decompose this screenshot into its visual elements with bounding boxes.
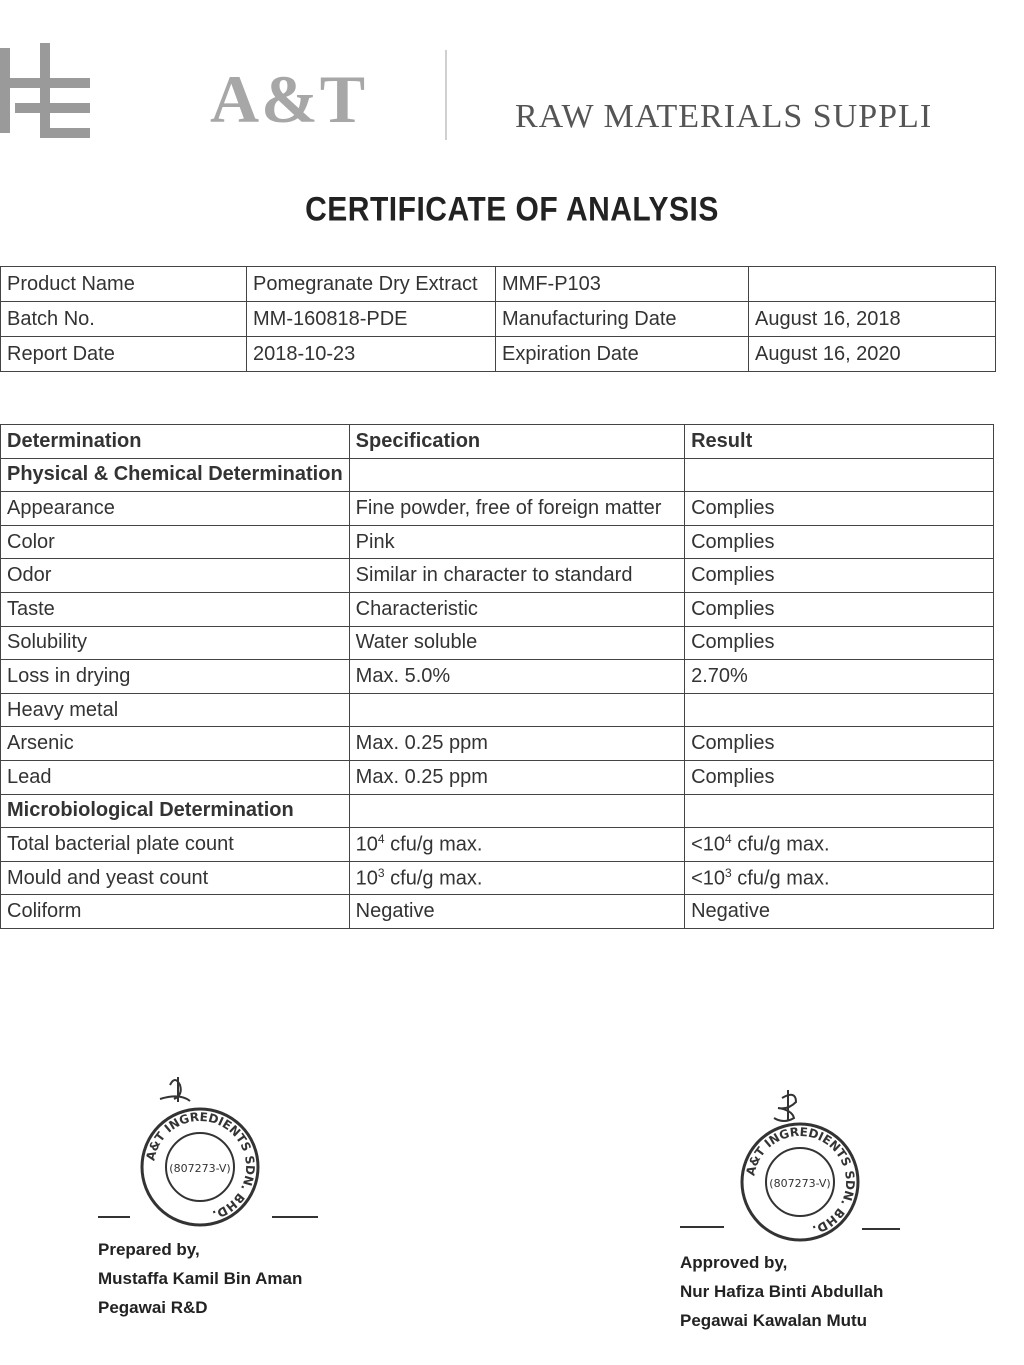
table-row [1, 302, 996, 337]
result-cell: Complies [685, 727, 994, 761]
specification-cell: Fine powder, free of foreign matter [349, 492, 684, 526]
signature-line [98, 1216, 130, 1218]
company-stamp-icon [130, 1075, 270, 1230]
info-label: Product Name [1, 267, 247, 302]
analysis-table [0, 424, 994, 929]
svg-text:(807273-V): (807273-V) [169, 1162, 231, 1175]
empty-cell [685, 458, 994, 492]
determination-cell: Appearance [1, 492, 350, 526]
section-row [1, 458, 994, 492]
table-row [1, 492, 994, 526]
specification-cell: Characteristic [349, 592, 684, 626]
company-tagline: RAW MATERIALS SUPPLI [515, 98, 933, 135]
approved-by-label: Approved by, [680, 1253, 788, 1272]
determination-cell: Taste [1, 592, 350, 626]
result-cell: $<10^3$ cfu/g max. [685, 861, 994, 895]
determination-cell: Loss in drying [1, 660, 350, 694]
result-cell: 2.70% [685, 660, 994, 694]
specification-cell: Water soluble [349, 626, 684, 660]
prepared-by-label: Prepared by, [98, 1240, 200, 1259]
signature-line [680, 1226, 724, 1228]
empty-cell [349, 693, 684, 727]
result-cell: Complies [685, 592, 994, 626]
empty-cell [685, 693, 994, 727]
info-label: MMF-P103 [496, 267, 749, 302]
column-header: Determination [1, 425, 350, 459]
table-row [1, 267, 996, 302]
info-value: 2018-10-23 [247, 337, 496, 372]
signature-line [272, 1216, 318, 1218]
determination-cell: Color [1, 525, 350, 559]
table-row [1, 760, 994, 794]
section-row [1, 794, 994, 828]
result-cell: Complies [685, 626, 994, 660]
specification-cell: Pink [349, 525, 684, 559]
approved-by-role: Pegawai Kawalan Mutu [680, 1311, 868, 1330]
column-header: Result [685, 425, 994, 459]
determination-cell: Solubility [1, 626, 350, 660]
info-label: Manufacturing Date [496, 302, 749, 337]
result-cell: Complies [685, 559, 994, 593]
specification-cell: Similar in character to standard [349, 559, 684, 593]
info-value [749, 267, 996, 302]
table-header-row [1, 425, 994, 459]
product-info-table [0, 266, 996, 372]
letterhead [0, 20, 1024, 140]
specification-cell: Negative [349, 895, 684, 929]
signature-line [862, 1228, 900, 1230]
result-cell: Negative [685, 895, 994, 929]
info-label: Expiration Date [496, 337, 749, 372]
specification-cell: Max. 0.25 ppm [349, 727, 684, 761]
table-row [1, 861, 994, 895]
determination-cell: Heavy metal [1, 693, 350, 727]
prepared-by-block [98, 1235, 302, 1322]
result-cell: $<10^4$ cfu/g max. [685, 828, 994, 862]
info-value: Pomegranate Dry Extract [247, 267, 496, 302]
specification-cell: $10^3$ cfu/g max. [349, 861, 684, 895]
empty-cell [349, 458, 684, 492]
header-divider [445, 50, 447, 140]
info-value: August 16, 2020 [749, 337, 996, 372]
specification-cell: Max. 5.0% [349, 660, 684, 694]
table-row [1, 626, 994, 660]
result-cell: Complies [685, 525, 994, 559]
determination-cell: Arsenic [1, 727, 350, 761]
info-value: August 16, 2018 [749, 302, 996, 337]
determination-cell: Odor [1, 559, 350, 593]
table-row [1, 828, 994, 862]
specification-cell: $10^4$ cfu/g max. [349, 828, 684, 862]
empty-cell [349, 794, 684, 828]
prepared-by-role: Pegawai R&D [98, 1298, 208, 1317]
determination-cell: Coliform [1, 895, 350, 929]
svg-text:A&T INGREDIENTS SDN. BHD.: A&T INGREDIENTS SDN. BHD. [743, 1124, 858, 1238]
prepared-by-name: Mustaffa Kamil Bin Aman [98, 1269, 303, 1288]
table-row [1, 559, 994, 593]
empty-cell [685, 794, 994, 828]
info-label: Report Date [1, 337, 247, 372]
svg-text:(807273-V): (807273-V) [769, 1177, 831, 1190]
svg-text:A&T INGREDIENTS SDN. BHD.: A&T INGREDIENTS SDN. BHD. [143, 1109, 258, 1223]
column-header: Specification [349, 425, 684, 459]
info-label: Batch No. [1, 302, 247, 337]
section-label: Physical & Chemical Determination [1, 458, 350, 492]
company-stamp-icon [730, 1090, 870, 1245]
brand-logo: A&T [210, 61, 368, 137]
info-value: MM-160818-PDE [247, 302, 496, 337]
determination-cell: Lead [1, 760, 350, 794]
determination-cell: Mould and yeast count [1, 861, 350, 895]
determination-cell: Total bacterial plate count [1, 828, 350, 862]
table-row [1, 660, 994, 694]
approved-by-name: Nur Hafiza Binti Abdullah [680, 1282, 884, 1301]
specification-cell: Max. 0.25 ppm [349, 760, 684, 794]
approved-by-block [680, 1248, 883, 1335]
company-emblem-icon [0, 38, 95, 148]
table-row [1, 727, 994, 761]
document-title: CERTIFICATE OF ANALYSIS [305, 190, 719, 229]
table-row [1, 525, 994, 559]
table-row [1, 895, 994, 929]
table-row [1, 592, 994, 626]
result-cell: Complies [685, 492, 994, 526]
table-row [1, 693, 994, 727]
table-row [1, 337, 996, 372]
section-label: Microbiological Determination [1, 794, 350, 828]
result-cell: Complies [685, 760, 994, 794]
